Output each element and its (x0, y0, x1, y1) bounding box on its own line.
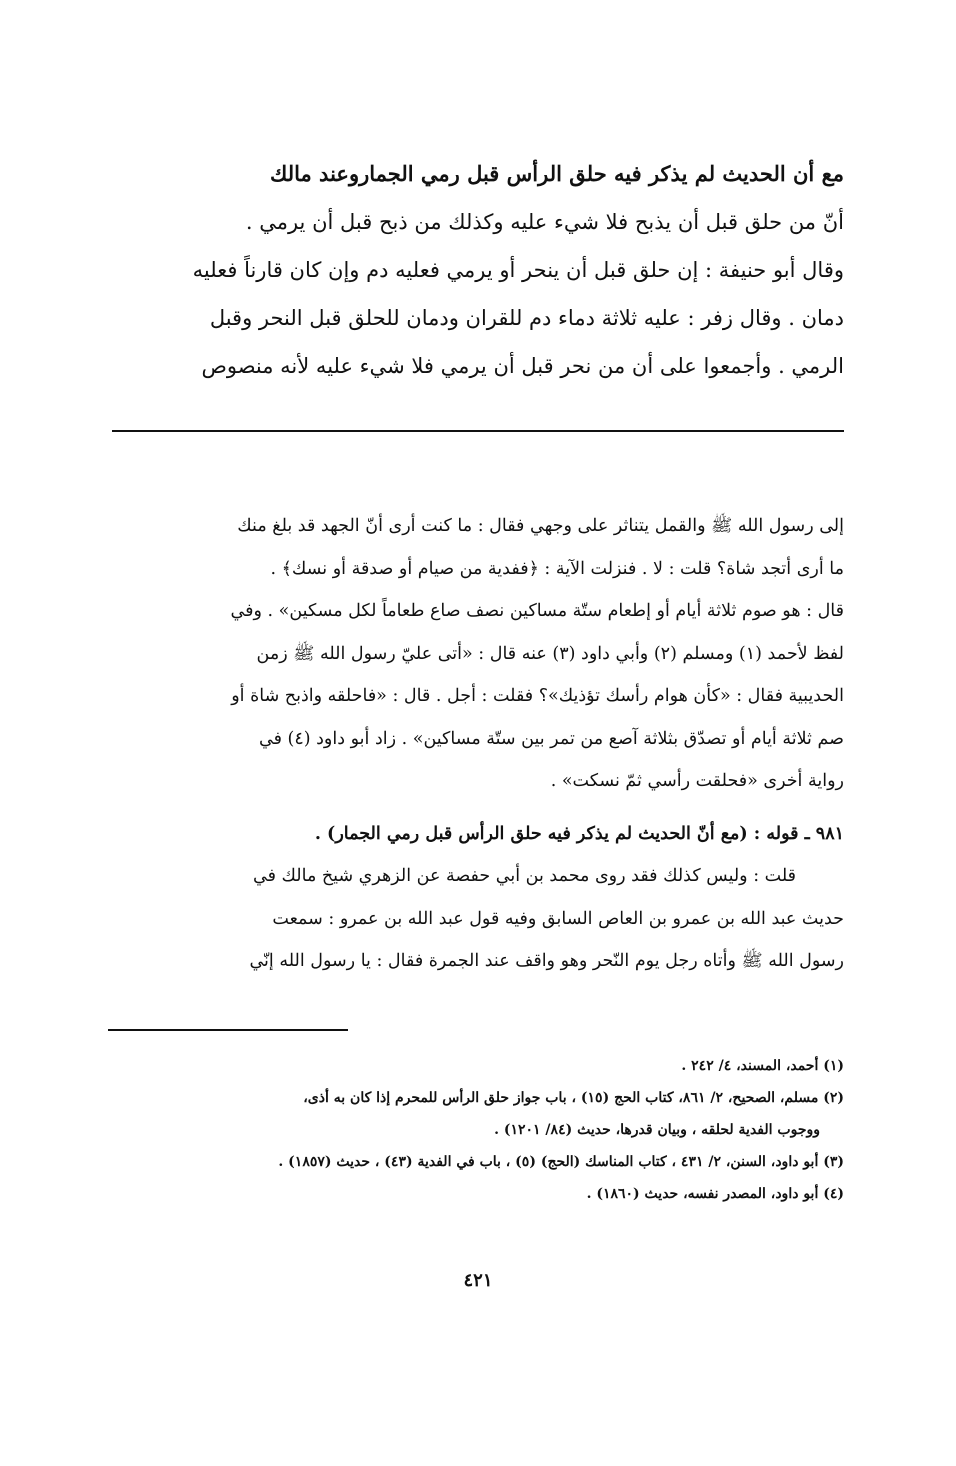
main-text-line: مع أن الحديث لم يذكر فيه حلق الرأس قبل رمي الجماروعند مالك (270, 161, 844, 186)
main-text-line: أنّ من حلق قبل أن يذبح فلا شيء عليه وكذلك من ذبح قبل أن يرمي . (245, 210, 844, 234)
commentary-block (114, 505, 844, 983)
commentary-heading: ٩٨١ ـ قوله : (مع أنّ الحديث لم يذكر فيه حلق الرأس قبل رمي الجمار) . (314, 823, 844, 844)
commentary-line: رسول الله ﷺ وأتاه رجل يوم النّحر وهو واقف عند الجمرة فقال : يا رسول الله إنّي (249, 951, 844, 971)
commentary-line: صم ثلاثة أيام أو تصدّق بثلاثة آصع من تمر بين ستّة مساكين» . زاد أبو داود (٤) في (259, 728, 844, 749)
main-text-line: دمان . وقال زفر : عليه ثلاثة دماء دم للقران ودمان للحلق قبل النحر وقبل (209, 306, 844, 330)
footnotes-block (114, 1050, 844, 1210)
commentary-line: إلى رسول الله ﷺ والقمل يتناثر على وجهي فقال : ما كنت أرى أنّ الجهد قد بلغ منك (237, 516, 844, 536)
section-divider (112, 430, 844, 432)
commentary-line: لفظ لأحمد (١) ومسلم (٢) وأبي داود (٣) عنه قال : «أتى عليّ رسول الله ﷺ زمن (256, 643, 844, 664)
footnote-2: (٢) مسلم، الصحيح، ٢/ ٨٦١، كتاب الحج (١٥) ، باب جواز حلق الرأس للمحرم إذا كان به أذى، (303, 1090, 844, 1106)
main-text-line: وقال أبو حنيفة : إن حلق قبل أن ينحر أو يرمي فعليه دم وإن كان قارناً فعليه (192, 258, 844, 282)
main-text-block (114, 150, 844, 390)
commentary-line: الحديبية فقال : «كأن هوام رأسك تؤذيك»؟ فقلت : أجل . قال : «فاحلقه واذبح شاة أو (231, 686, 844, 706)
footnote-4: (٤) أبو داود، المصدر نفسه، حديث (١٨٦٠) . (586, 1186, 844, 1202)
footnote-2-continuation: ووجوب الفدية لحلقه ، وبيان قدرها، حديث (٨٤/ ١٢٠١) . (494, 1122, 820, 1138)
footnote-1: (١) أحمد، المسند، ٤/ ٢٤٢ . (681, 1058, 844, 1074)
main-text-line: الرمي . وأجمعوا على أن من نحر قبل أن يرمي فلا شيء عليه لأنه منصوص (201, 354, 844, 378)
commentary-line: حديث عبد الله بن عمرو بن العاص السابق وفيه قول عبد الله بن عمرو : سمعت (272, 908, 844, 929)
commentary-line: قلت : وليس كذلك فقد روى محمد بن أبي حفصة عن الزهري شيخ مالك في (253, 866, 796, 886)
page-number: ٤٢١ (463, 1270, 493, 1291)
footnote-divider (108, 1029, 348, 1031)
footnote-3: (٣) أبو داود، السنن، ٢/ ٤٣١ ، كتاب المناسك (الحج) (٥) ، باب في الفدية (٤٣) ، حديث (١٨٥٧) . (278, 1154, 844, 1170)
commentary-line: قال : هو صوم ثلاثة أيام أو إطعام ستّة مساكين نصف صاع طعاماً لكل مسكين» . وفي (230, 601, 844, 621)
commentary-line: رواية أخرى «فحلقت رأسي ثمّ نسكت» . (550, 771, 844, 791)
commentary-line: ما أرى أتجد شاة؟ قلت : لا . فنزلت الآية : ﴿ففدية من صيام أو صدقة أو نسك﴾ . (270, 558, 844, 579)
